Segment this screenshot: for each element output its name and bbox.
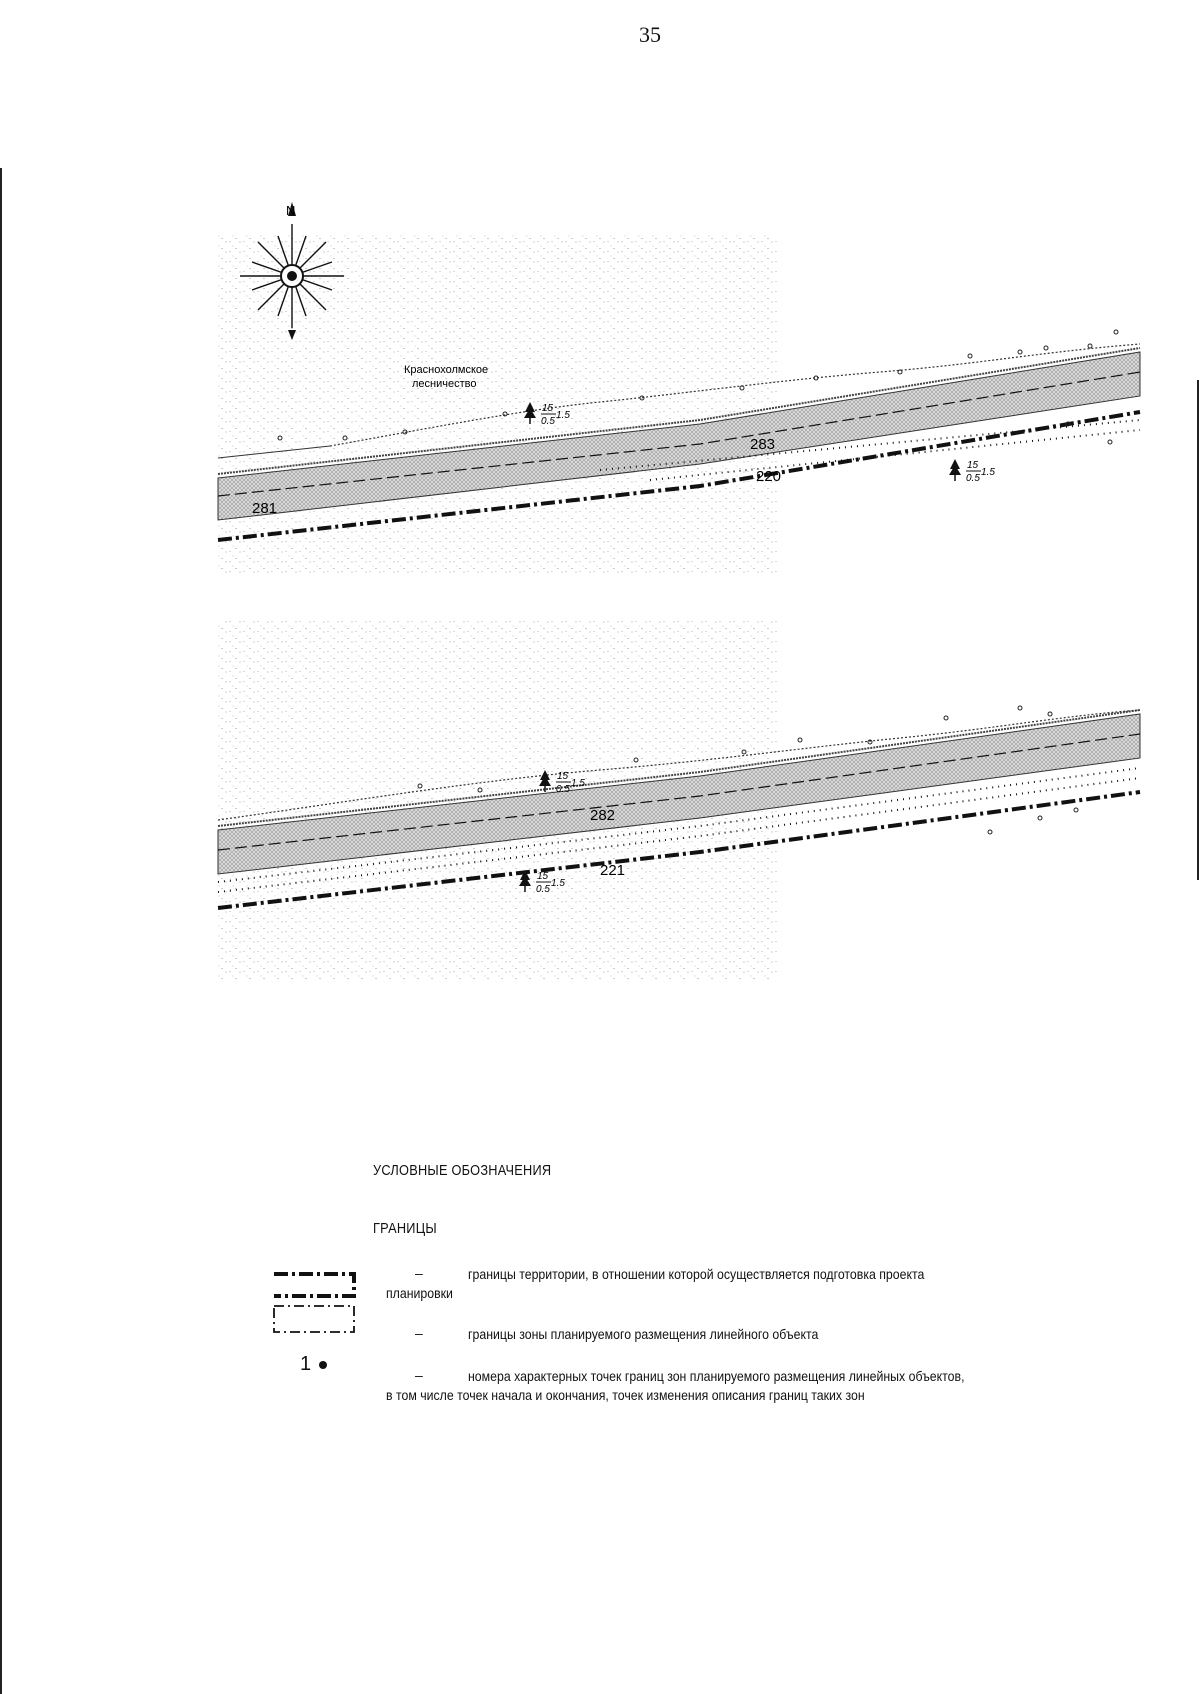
forestry-label: лесничество: [412, 378, 477, 390]
point-number: 220: [756, 468, 782, 485]
point-number: 221: [600, 862, 626, 879]
legend-item-text: границы зоны планируемого размещения линейного объекта: [468, 1326, 819, 1342]
svg-text:1.5: 1.5: [571, 778, 585, 789]
legend-item-text: номера характерных точек границ зон планируемого размещения линейных объектов,: [468, 1368, 965, 1384]
point-number: 282: [590, 807, 616, 824]
legend-item-text: планировки: [386, 1285, 453, 1301]
svg-text:15: 15: [542, 403, 554, 414]
legend-dash: –: [415, 1265, 423, 1281]
tree-mark-icon: [949, 459, 995, 484]
svg-text:15: 15: [557, 771, 569, 782]
svg-text:0.5: 0.5: [556, 784, 570, 795]
planning-territory-boundary-symbol: [272, 1270, 358, 1300]
legend-section-heading: ГРАНИЦЫ: [373, 1220, 437, 1237]
legend-item-text: в том числе точек начала и окончания, точек изменения описания границ таких зон: [386, 1387, 865, 1403]
legend-dash: –: [415, 1367, 423, 1383]
legend-dash: –: [415, 1325, 423, 1341]
characteristic-point-number-symbol: 1: [300, 1353, 327, 1376]
svg-text:0.5: 0.5: [536, 884, 550, 895]
legend-item-text: границы территории, в отношении которой осуществляется подготовка проекта: [468, 1266, 925, 1282]
svg-text:1.5: 1.5: [556, 410, 570, 421]
svg-text:1.5: 1.5: [551, 878, 565, 889]
svg-text:15: 15: [967, 460, 979, 471]
svg-text:1.5: 1.5: [981, 467, 995, 478]
forestry-label: Краснохолмское: [404, 364, 489, 376]
point-number: 283: [750, 436, 776, 453]
svg-text:0.5: 0.5: [966, 473, 980, 484]
north-label: N: [286, 203, 296, 218]
legend-title: УСЛОВНЫЕ ОБОЗНАЧЕНИЯ: [373, 1162, 552, 1179]
linear-object-zone-boundary-symbol: [272, 1302, 358, 1336]
svg-text:0.5: 0.5: [541, 416, 555, 427]
page-number: 35: [639, 22, 661, 47]
point-dot-icon: [319, 1361, 327, 1369]
svg-text:15: 15: [537, 871, 549, 882]
point-number: 281: [252, 500, 278, 517]
